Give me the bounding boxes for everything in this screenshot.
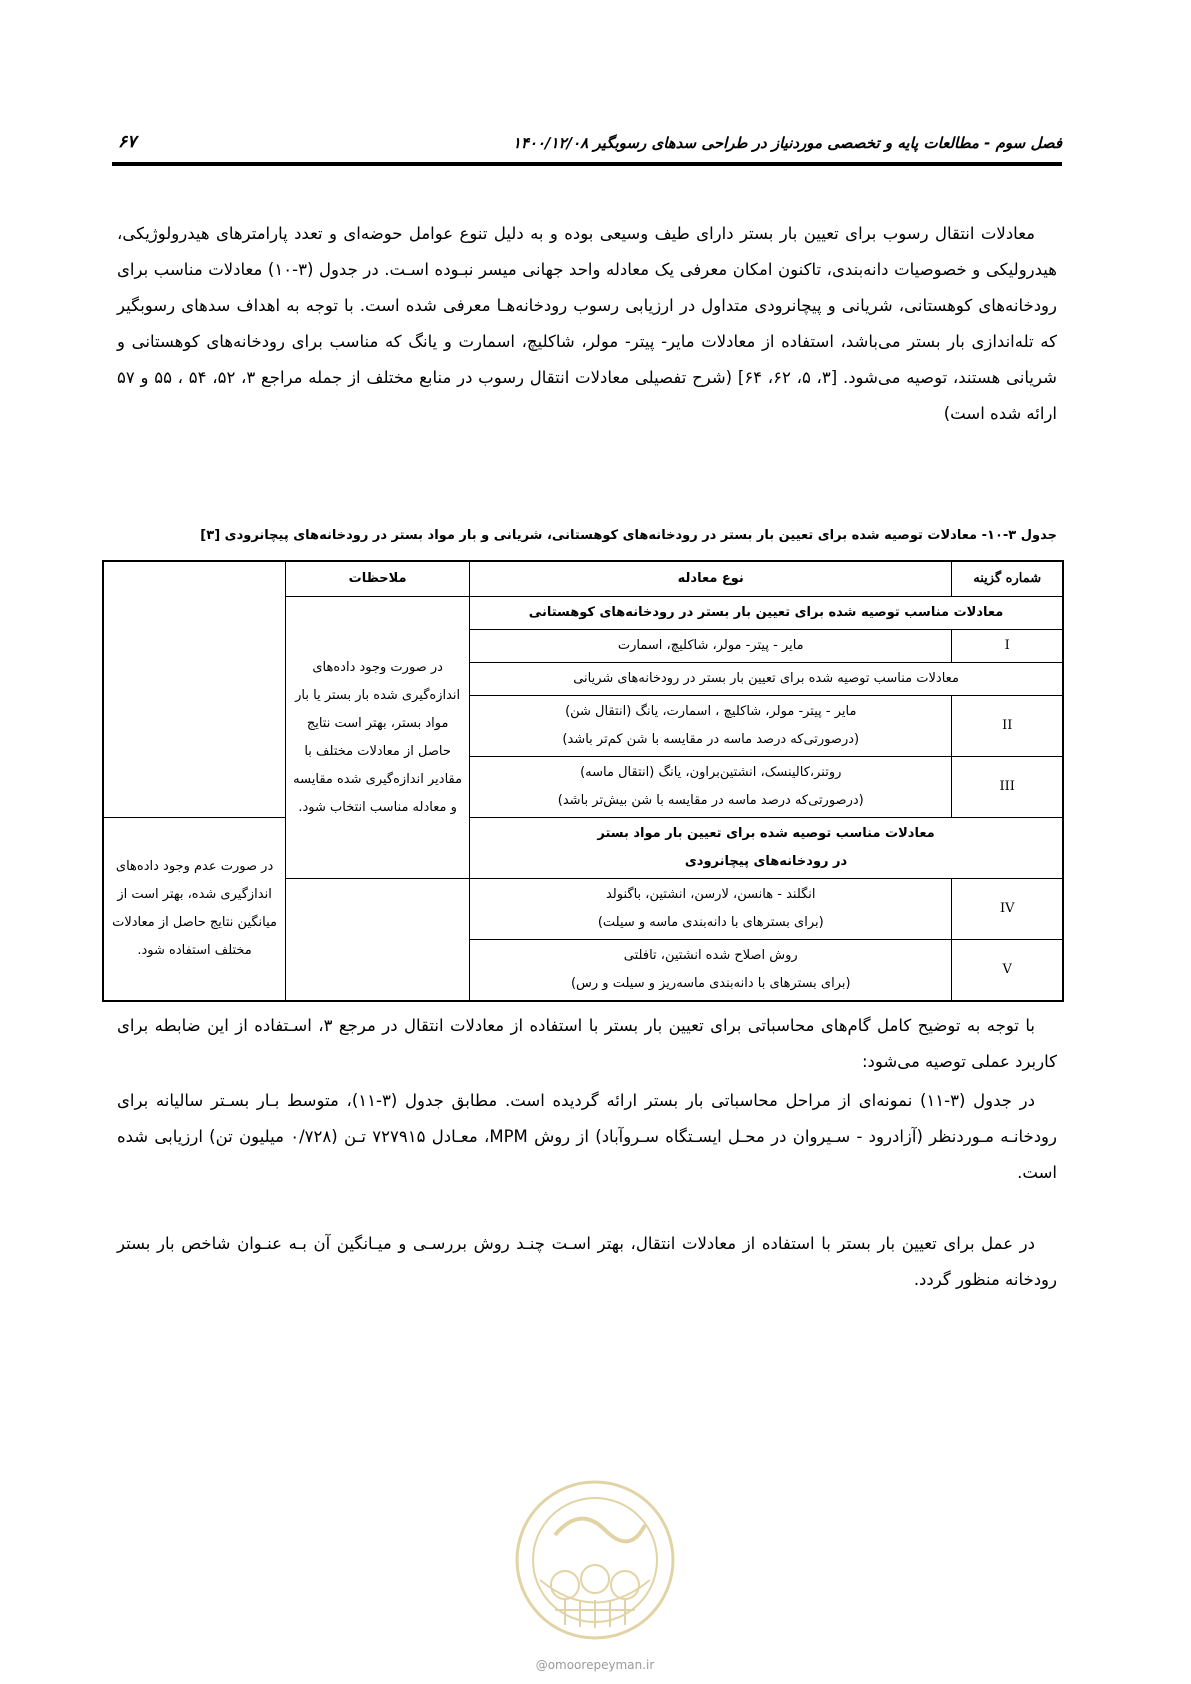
table-caption: جدول ۳-۱۰- معادلات توصیه شده برای تعیین بار بستر در رودخانه‌های کوهستانی، شریانی و بار مواد بستر در رودخانه‌های پیچانرودی [۳] [200,528,1057,543]
equation-cell [470,879,952,940]
table-row [103,818,1063,879]
section-meander-line2: در رودخانه‌های پیچانرودی [684,854,848,869]
equation-line: روتنر،کالینسک، انشتین‌براون، یانگ (انتقال ماسه) [580,765,842,780]
equation-line: روش اصلاح شده انشتین، تافلتی [623,948,798,963]
header-title: فصل سوم - مطالعات پایه و تخصصی موردنیاز در طراحی سدهای رسوبگیر ۱۴۰۰/۱۲/۰۸ [512,134,1062,152]
equation-cell [470,696,952,757]
table-row [103,663,1063,696]
table-row [103,757,1063,818]
equation-cell [470,940,952,1002]
equation-line: انگلند - هانسن، لارسن، انشتین، باگنولد [605,887,816,902]
paragraph-practice: در عمل برای تعیین بار بستر با استفاده از معادلات انتقال، بهتر اسـت چنـد روش بررسـی و میـانگین آن بـه عنـوان شاخص بار بستر رودخانه منظور گردد. [117,1234,1057,1289]
table-row [103,597,1063,630]
paragraph-example: در جدول (۳-۱۱) نمونه‌ای از مراحل محاسباتی بار بستر ارائه گردیده است. مطابق جدول (۳-۱۱)، متوسط بـار بسـتر سالیانه برای رودخانـه مـوردنظر (آزادرود - سـیروان در محـل ایسـتگاه سـروآباد) از روش MPM، معـادل ۷۲۷۹۱۵ تـن (۰/۷۲۸ میلیون تن) ارزیابی شده است. [117,1091,1057,1182]
section-meander-line1: معادلات مناسب توصیه شده برای تعیین بار مواد بستر [597,826,935,841]
option-num: I [952,630,1063,663]
page-header [112,128,1062,166]
equation-cell: مایر - پیتر- مولر، شاکلیچ، اسمارت [470,630,952,663]
paragraph-intro: معادلات انتقال رسوب برای تعیین بار بستر دارای طیف وسیعی بوده و به دلیل تنوع عوامل حوضه‌ای و تعدد پارامترهای هیدرولوژیکی، هیدرولیکی و خصوصیات دانه‌بندی، تاکنون امکان معرفی یک معادله واحد جهانی میسر نبـوده اسـت. در جدول (۳-۱۰) معادلات مناسب برای رودخانه‌های کوهستانی، شریانی و پیچانرودی متداول در ارزیابی رسوب رودخانه‌هـا معرفی شده است. با توجه به اهداف سدهای رسوبگیر که تله‌اندازی بار بستر می‌باشد، استفاده از معادلات مایر- پیتر- مولر، شاکلیچ، اسمارت و یانگ که مناسب برای رودخانه‌های کوهستانی و شریانی هستند، توصیه می‌شود. [۳، ۵، ۶۲، ۶۴] (شرح تفصیلی معادلات انتقال رسوب در منابع مختلف از جمله مراجع ۳، ۵۲، ۵۴ ، ۵۵ و ۵۷ ارائه شده است) [117,224,1057,423]
header-equation: نوع معادله [470,561,952,597]
option-num: III [952,757,1063,818]
note-measured: در صورت وجود داده‌های اندازه‌گیری شده بار بستر یا بار مواد بستر، بهتر است نتایج حاصل از معادلات مختلف با مقادیر اندازه‌گیری شده مقایسه و معادله مناسب انتخاب شود. [286,597,470,879]
option-num: V [952,940,1063,1002]
watermark-stamp-icon [510,1475,680,1645]
equation-line: مایر - پیتر- مولر، شاکلیچ ، اسمارت، یانگ (انتقال شن) [565,704,857,719]
equation-condition: (درصورتی‌که درصد ماسه در مقایسه با شن بیش‌تر باشد) [557,793,864,808]
option-num: II [952,696,1063,757]
table-row [103,630,1063,663]
section-braided-title: معادلات مناسب توصیه شده برای تعیین بار بستر در رودخانه‌های شریانی [470,663,1063,696]
table-header-row [103,561,1063,597]
equation-condition: (درصورتی‌که درصد ماسه در مقایسه با شن کم‌تر باشد) [562,732,860,747]
equation-condition: (برای بسترهای با دانه‌بندی ماسه و سیلت) [597,915,824,930]
page-number: ۶۷ [118,132,137,152]
header-notes: ملاحظات [286,561,470,597]
paragraph-reference: با توجه به توضیح کامل گام‌های محاسباتی برای تعیین بار بستر با استفاده از معادلات انتقال در مرجع ۳، اسـتفاده از این ضابطه برای کاربرد عملی توصیه می‌شود: [117,1016,1057,1071]
equation-condition: (برای بسترهای با دانه‌بندی ماسه‌ریز و سیلت و رس) [570,976,851,991]
note-unmeasured: در صورت عدم وجود داده‌های اندازگیری شده، بهتر است از میانگین نتایج حاصل از معادلات مختلف استفاده شود. [103,818,286,1002]
watermark-site: @omoorepeyman.ir [535,1658,655,1672]
section-mountain-title: معادلات مناسب توصیه شده برای تعیین بار بستر در رودخانه‌های کوهستانی [470,597,1063,630]
equations-table [102,560,1064,1002]
table-row [103,696,1063,757]
header-num: شماره گزینه [952,561,1063,597]
equation-cell [470,757,952,818]
option-num: IV [952,879,1063,940]
section-meander-title [470,818,1063,879]
